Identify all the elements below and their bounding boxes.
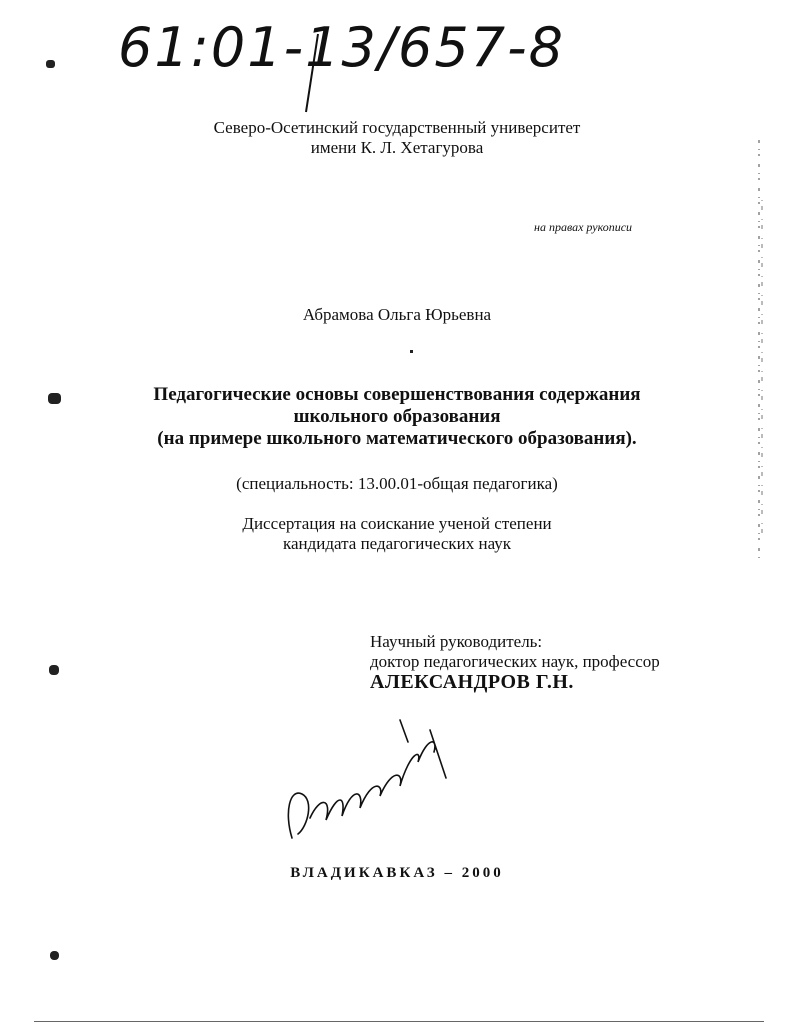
university-name: [0, 118, 794, 158]
handwritten-catalog-number: [118, 4, 578, 114]
scan-speck: [48, 393, 61, 404]
supervisor-name: АЛЕКСАНДРОВ Г.Н.: [370, 671, 574, 693]
title-line-1: Педагогические основы совершенствования содержания: [153, 384, 641, 405]
handwritten-number-text: 61:01-13/657-8: [118, 16, 565, 79]
dissertation-line-2: кандидата педагогических наук: [282, 534, 512, 553]
scan-speck: [46, 60, 55, 68]
scan-speck: [410, 350, 413, 353]
supervisor-block: [370, 632, 660, 692]
scan-speck: [49, 665, 59, 675]
supervisor-degree: доктор педагогических наук, профессор: [370, 652, 660, 671]
signature-drawing: [280, 700, 460, 850]
title-line-3: (на примере школьного математического образования).: [157, 428, 637, 449]
scan-right-edge-noise: [752, 140, 766, 560]
dissertation-title: [0, 384, 794, 450]
title-line-2: школьного образования: [293, 406, 501, 427]
supervisor-label: Научный руководитель:: [370, 632, 543, 651]
university-line-1: Северо-Осетинский государственный университет: [213, 118, 581, 137]
author-name: Абрамова Ольга Юрьевна: [302, 305, 492, 324]
manuscript-rights-note: на правах рукописи: [534, 220, 633, 234]
scan-bottom-edge: [34, 1021, 764, 1022]
scan-speck: [50, 951, 59, 960]
dissertation-degree: [0, 514, 794, 554]
handwritten-number-drawing: [118, 4, 578, 114]
dissertation-line-1: Диссертация на соискание ученой степени: [242, 514, 552, 533]
city-and-year: ВЛАДИКАВКАЗ – 2000: [290, 865, 504, 881]
specialty: (специальность: 13.00.01-общая педагогика): [236, 474, 558, 493]
handwritten-signature: [280, 700, 460, 850]
university-line-2: имени К. Л. Хетагурова: [310, 138, 484, 157]
